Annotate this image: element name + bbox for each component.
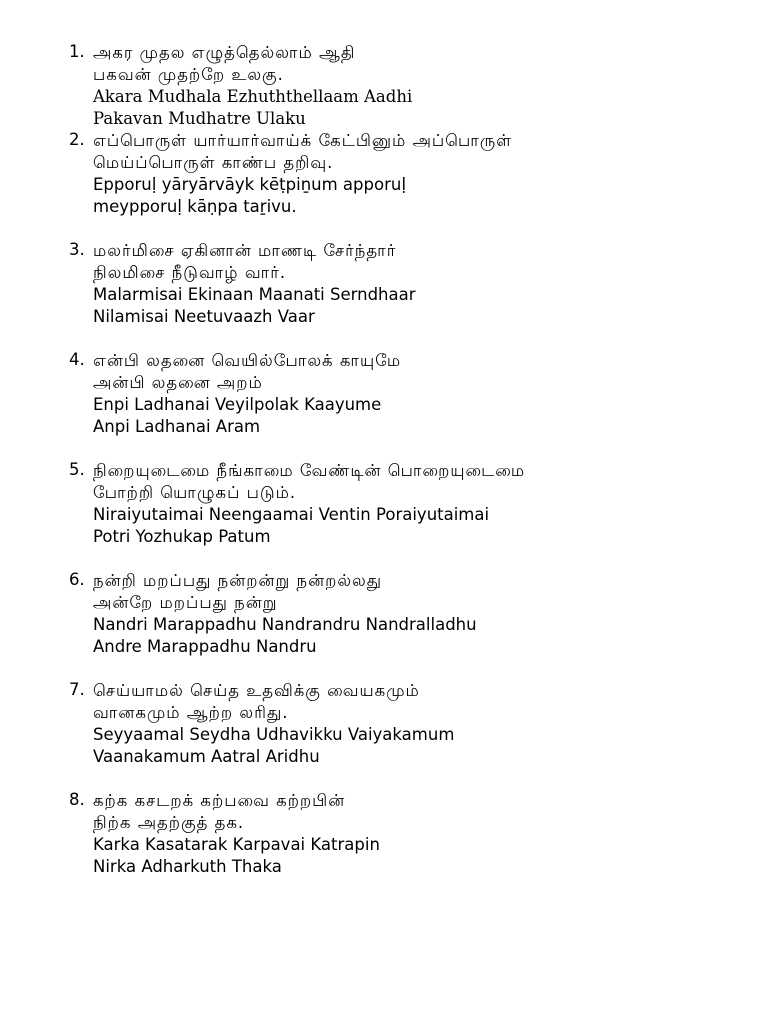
tamil-line-1: அகர முதல எழுத்தெல்லாம் ஆதி bbox=[93, 43, 356, 62]
transliteration-line-2: Nirka Adharkuth Thaka bbox=[93, 857, 282, 876]
tamil-line-2: அன்றே மறப்பது நன்று bbox=[93, 593, 278, 612]
couplet-number: 5. bbox=[69, 460, 85, 479]
couplet-number: 2. bbox=[69, 130, 85, 149]
transliteration-line-1: Karka Kasatarak Karpavai Katrapin bbox=[93, 835, 380, 854]
tamil-line-1: நன்றி மறப்பது நன்றன்று நன்றல்லது bbox=[93, 571, 383, 590]
tamil-line-2: அன்பி லதனை அறம் bbox=[93, 373, 263, 392]
couplet-1 bbox=[0, 42, 768, 130]
tamil-line-1: மலர்மிசை ஏகினான் மாணடி சேர்ந்தார் bbox=[93, 241, 397, 260]
couplet-number: 3. bbox=[69, 240, 85, 259]
transliteration-line-2: Andre Marappadhu Nandru bbox=[93, 637, 317, 656]
tamil-line-2: வானகமும் ஆற்ற லரிது. bbox=[93, 703, 289, 722]
transliteration-line-1: Akara Mudhala Ezhuththellaam Aadhi bbox=[93, 87, 413, 106]
couplet-7 bbox=[0, 680, 768, 768]
transliteration-line-2: meypporuḷ kāṇpa taṟivu. bbox=[93, 197, 297, 216]
tamil-line-1: என்பி லதனை வெயில்போலக் காயுமே bbox=[93, 351, 402, 370]
couplet-3 bbox=[0, 240, 768, 328]
couplet-6 bbox=[0, 570, 768, 658]
transliteration-line-2: Vaanakamum Aatral Aridhu bbox=[93, 747, 320, 766]
transliteration-line-1: Malarmisai Ekinaan Maanati Serndhaar bbox=[93, 285, 416, 304]
transliteration-line-1: Enpi Ladhanai Veyilpolak Kaayume bbox=[93, 395, 382, 414]
transliteration-line-2: Pakavan Mudhatre Ulaku bbox=[93, 109, 306, 128]
couplet-number: 8. bbox=[69, 790, 85, 809]
tamil-line-2: மெய்ப்பொருள் காண்ப தறிவு. bbox=[93, 153, 334, 172]
couplet-list bbox=[0, 42, 768, 878]
couplet-number: 6. bbox=[69, 570, 85, 589]
transliteration-line-1: Niraiyutaimai Neengaamai Ventin Poraiyutaimai bbox=[93, 505, 490, 524]
tamil-line-2: பகவன் முதற்றே உலகு. bbox=[93, 65, 284, 84]
tamil-line-1: எப்பொருள் யார்யார்வாய்க் கேட்பினும் அப்பொருள் bbox=[93, 131, 513, 150]
transliteration-line-1: Nandri Marappadhu Nandrandru Nandralladhu bbox=[93, 615, 477, 634]
tamil-line-2: போற்றி யொழுகப் படும். bbox=[93, 483, 297, 502]
couplet-number: 1. bbox=[69, 42, 85, 61]
couplet-2 bbox=[0, 130, 768, 218]
transliteration-line-2: Nilamisai Neetuvaazh Vaar bbox=[93, 307, 315, 326]
tamil-line-2: நிற்க அதற்குத் தக. bbox=[93, 813, 245, 832]
couplet-number: 4. bbox=[69, 350, 85, 369]
tamil-line-2: நிலமிசை நீடுவாழ் வார். bbox=[93, 263, 287, 282]
transliteration-line-2: Potri Yozhukap Patum bbox=[93, 527, 271, 546]
transliteration-line-1: Epporuḷ yāryārvāyk kēṭpiṉum apporuḷ bbox=[93, 175, 407, 194]
tamil-line-1: செய்யாமல் செய்த உதவிக்கு வையகமும் bbox=[93, 681, 420, 700]
couplet-4 bbox=[0, 350, 768, 438]
tamil-line-1: கற்க கசடறக் கற்பவை கற்றபின் bbox=[93, 791, 346, 810]
transliteration-line-1: Seyyaamal Seydha Udhavikku Vaiyakamum bbox=[93, 725, 455, 744]
couplet-5 bbox=[0, 460, 768, 548]
couplet-8 bbox=[0, 790, 768, 878]
tamil-line-1: நிறையுடைமை நீங்காமை வேண்டின் பொறையுடைமை bbox=[93, 461, 526, 480]
couplet-number: 7. bbox=[69, 680, 85, 699]
transliteration-line-2: Anpi Ladhanai Aram bbox=[93, 417, 261, 436]
